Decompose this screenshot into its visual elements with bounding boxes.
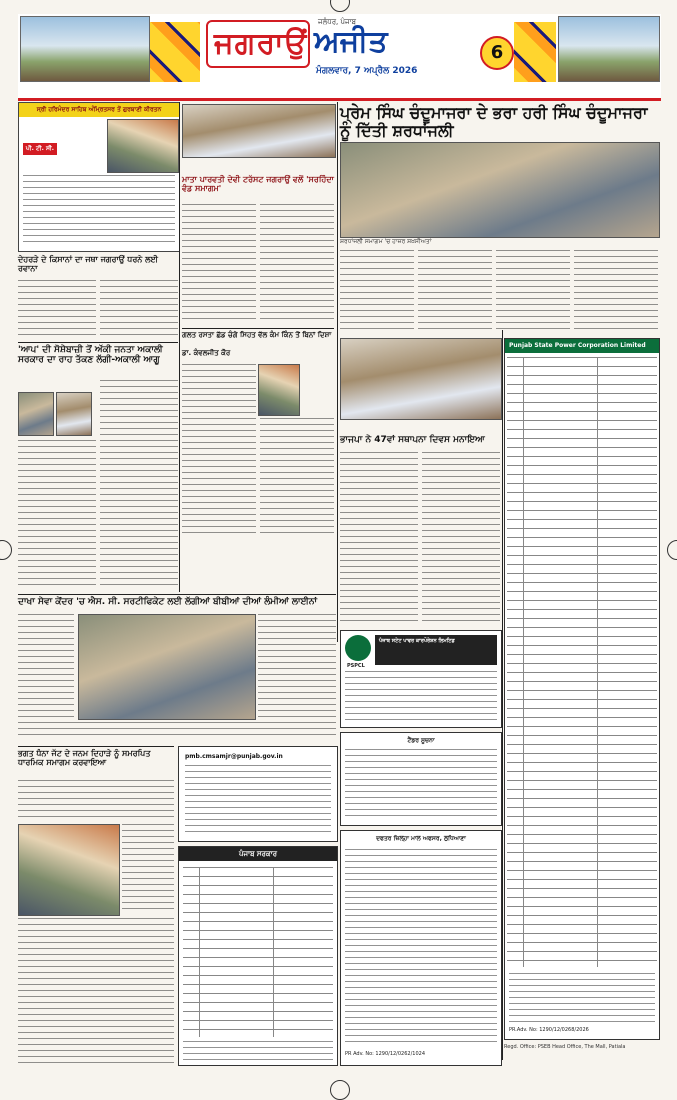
bjp-article-col-a [340, 452, 418, 624]
tender-text [345, 749, 497, 821]
masthead-left-photo [20, 16, 150, 82]
office-notice-ad [340, 830, 502, 1066]
main-article-col-c [496, 250, 570, 330]
office-notice-title: ਦਫਤਰ ਜ਼ਿਲ੍ਹਾ ਮਾਲ ਅਫਸਰ, ਲੁਧਿਆਣਾ [376, 835, 466, 842]
page-number: 6 [480, 36, 514, 70]
promo-box [18, 102, 180, 252]
punjab-govt-footer [183, 1041, 333, 1061]
crop-mark-right [667, 540, 677, 560]
crop-mark-bottom [330, 1080, 350, 1100]
sewa-article-col-b [258, 614, 336, 718]
registered-office: Regd. Office: PSEB Head Office, The Mall, Patiala [504, 1044, 626, 1050]
left-headline-3: ਭਗਤ ਧੰਨਾ ਜੱਟ ਦੇ ਜਨਮ ਦਿਹਾੜੇ ਨੂੰ ਸਮਰਪਿਤ ਧਾਰਮਿਕ ਸਮਾਗਮ ਕਰਵਾਇਆ [18, 749, 151, 767]
office-notice-text [345, 849, 497, 1045]
column-divider [337, 102, 338, 642]
punjab-govt-table [183, 867, 333, 1037]
tender-title: ਟੈਂਡਰ ਸੂਚਨਾ [407, 737, 435, 744]
bottom-headline: ਦਾਖਾ ਸੇਵਾ ਕੇਂਦਰ 'ਚ ਐਸ. ਸੀ. ਸਰਟੀਫਿਕੇਟ ਲਈ ਲੱਗੀਆਂ ਬੀਬੀਆਂ ਦੀਆਂ ਲੰਮੀਆਂ ਲਾਈਨਾਂ [18, 597, 318, 607]
pspcl-notice: ਪੰਜਾਬ ਸਟੇਟ ਪਾਵਰ ਕਾਰਪੋਰੇਸ਼ਨ ਲਿਮਟਿਡ [379, 638, 455, 644]
pspcl-table [507, 357, 657, 967]
crop-mark-top [330, 0, 350, 12]
reporter-photo-1 [18, 392, 54, 436]
center-headline-3: ਡਾ. ਕੰਵਲਜੀਤ ਕੌਰ [182, 349, 231, 357]
masthead-right-photo [558, 16, 660, 82]
bjp-article-col-b [422, 452, 500, 624]
left-article-2-col-b [100, 380, 178, 586]
promo-channel: ਪੀ. ਟੀ. ਸੀ. [23, 143, 57, 155]
center-article-col-b [260, 204, 334, 322]
promo-text [23, 175, 175, 245]
paper-name: ਅਜੀਤ [314, 24, 388, 59]
pspcl-small-text [345, 671, 497, 723]
dhanna-article-bottom [18, 918, 174, 1064]
center-article-2-col-b [260, 418, 334, 538]
rule [18, 746, 174, 747]
dhanna-article-top [18, 780, 174, 820]
pspcl-small-ad [340, 630, 502, 728]
left-headline-2: 'ਆਪ' ਦੀ ਸੋਸ਼ੇਬਾਜ਼ੀ ਤੋਂ ਅੱਕੀ ਜਨਤਾ ਅਕਾਲੀ ਸਰਕਾਰ ਦਾ ਰਾਹ ਤੱਕਣ ਲੱਗੀ-ਅਕਾਲੀ ਆਗੂ [18, 345, 163, 365]
doctor-photo [258, 364, 300, 416]
pspcl-footer-text [509, 973, 655, 1023]
ceremony-photo [18, 824, 120, 916]
promo-title: ਸ੍ਰੀ ਹਰਿਮੰਦਰ ਸਾਹਿਬ ਅੰਮ੍ਰਿਤਸਰ ਤੋਂ ਗੁਰਬਾਣੀ ਕੀਰਤਨ [19, 103, 179, 117]
pspcl-small-header [375, 635, 497, 665]
pspcl-logo-label: PSPCL [347, 663, 365, 669]
center-headline: ਮਾਤਾ ਪਾਰਵਤੀ ਦੇਵੀ ਟਰੱਸਟ ਜਗਰਾਉਂ ਵਲੋਂ 'ਸਰਹਿੰਦਾ ਵੰਡ ਸਮਾਗਮ' [182, 175, 334, 193]
masthead-pattern-left [150, 22, 200, 82]
golden-temple-photo [107, 119, 179, 173]
pspcl-ad-title: Punjab State Power Corporation Limited [505, 339, 659, 353]
govt-email-ad-text [185, 765, 331, 835]
pspcl-pr-no: PR.Adv. No: 1290/12/0268/2026 [509, 1027, 589, 1033]
main-photo [340, 142, 660, 238]
masthead [18, 14, 661, 101]
punjab-govt-ad [178, 846, 338, 1066]
left-article-1-col-a [18, 280, 96, 336]
masthead-pattern-right [514, 22, 556, 82]
center-article-2-col-a [182, 364, 256, 538]
main-article-col-b [418, 250, 492, 330]
crop-mark-left [0, 540, 12, 560]
govt-email: pmb.cmsamjr@punjab.gov.in [185, 753, 283, 760]
issue-date: ਮੰਗਲਵਾਰ, 7 ਅਪ੍ਰੈਲ 2026 [316, 66, 418, 76]
govt-email-ad [178, 746, 338, 842]
left-headline-1: ਦੇਹਰੜੇ ਦੇ ਕਿਸਾਨਾਂ ਦਾ ਜਥਾ ਜਗਰਾਉਂ ਧਰਨੇ ਲਈ ਰਵਾਨਾ [18, 255, 158, 273]
city-logo [206, 20, 310, 68]
sewa-article-col-a [18, 614, 74, 718]
queue-photo [78, 614, 256, 720]
bjp-caption [340, 422, 500, 432]
trust-event-caption [182, 158, 334, 170]
left-article-1-col-b [100, 280, 178, 336]
reporter-photo-2 [56, 392, 92, 436]
left-article-2-col-a [18, 440, 96, 586]
main-caption: ਸ਼ਰਧਾਂਜਲੀ ਸਮਾਗਮ 'ਚ ਹਾਜ਼ਰ ਸ਼ਖ਼ਸੀਅਤਾਂ [340, 238, 432, 245]
center-article-col-a [182, 204, 256, 322]
city-title: ਜਗਰਾਉਂ [214, 26, 308, 61]
trust-event-photo [182, 104, 336, 158]
main-headline: ਪ੍ਰੇਮ ਸਿੰਘ ਚੰਦੂਮਾਜਰਾ ਦੇ ਭਰਾ ਹਰੀ ਸਿੰਘ ਚੰਦੂਮਾਜਰਾ ਨੂੰ ਦਿੱਤੀ ਸ਼ਰਧਾਂਜਲੀ [340, 103, 648, 140]
column-divider [179, 102, 180, 592]
rule [18, 594, 336, 595]
pspcl-ad [504, 338, 660, 1040]
pspcl-logo-icon [345, 635, 371, 661]
dhanna-article-side [122, 824, 174, 914]
sewa-article-bottom [18, 722, 336, 740]
main-article-col-d [574, 250, 658, 330]
bjp-photo [340, 338, 502, 420]
office-pr-no: PR Adv. No: 1290/12/0262/1024 [345, 1051, 425, 1057]
rule [182, 328, 334, 329]
main-article-col-a [340, 250, 414, 330]
center-headline-2: ਗਲਤ ਰਸਤਾ ਛੱਡ ਚੰਗੇ ਸਿਹਤ ਵੱਲ ਕੰਮ ਕਿੰਨ ਤੋਂ ਬਿਨਾਂ ਦਿਸ਼ਾ [182, 331, 332, 339]
edition-tag: ਜਲੰਧਰ, ਪੰਜਾਬ [318, 18, 356, 26]
punjab-govt-title: ਪੰਜਾਬ ਸਰਕਾਰ [179, 847, 337, 861]
mid-headline: ਭਾਜਪਾ ਨੇ 47ਵਾਂ ਸਥਾਪਨਾ ਦਿਵਸ ਮਨਾਇਆ [340, 435, 485, 445]
column-divider [502, 330, 503, 1060]
tender-ad [340, 732, 502, 826]
rule [18, 342, 178, 343]
